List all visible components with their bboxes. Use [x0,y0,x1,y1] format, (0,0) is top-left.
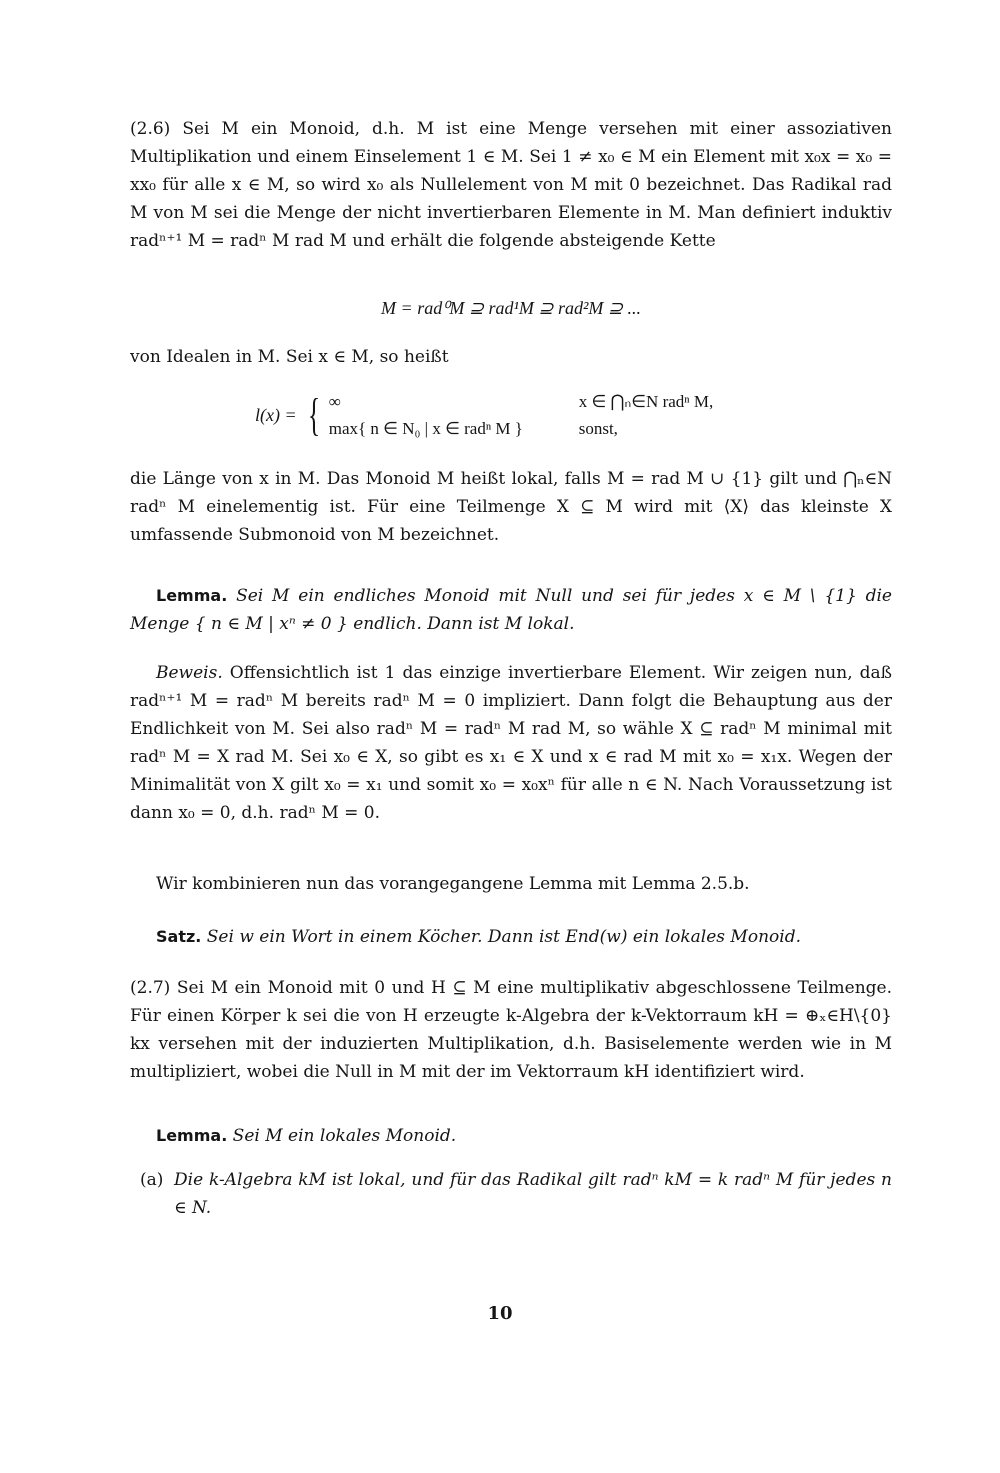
lemma-2 [130,1122,892,1150]
lemma-1 [130,582,892,638]
satz-statement: Sei w ein Wort in einem Köcher. Dann ist End(w) ein lokales Monoid. [206,927,801,947]
ideals-sentence: von Idealen in M. Sei x ∈ M, so heißt [130,347,449,367]
section-2-7-paragraph: (2.7) Sei M ein Monoid mit 0 und H ⊆ M eine multiplikativ abgeschlossene Teilmenge. Für einen Körper k sei die von H erzeugte k-Algebra der k-Vektorraum kH = ⊕ₓ∈H\{0} kx versehen mit der induzierten Multiplikation, d.h. Basiselemente werden wie in M multipliziert, wobei die Null in M mit der im Vektorraum kH identifiziert wird. [130,978,892,1082]
length-definition [255,388,713,442]
combine-sentence: Wir kombinieren nun das vorangegangene Lemma mit Lemma 2.5.b. [156,874,750,894]
lemma-1-statement: Sei M ein endliches Monoid mit Null und sei für jedes x ∈ M \ {1} die Menge { n ∈ M | xⁿ ≠ 0 } endlich. Dann ist M lokal. [130,586,892,634]
case1-value: ∞ [328,392,341,411]
proof-1-label: Beweis. [156,663,223,683]
case2-value: max{ n ∈ N₀ | x ∈ radⁿ M } [328,419,523,438]
local-monoid-definition: die Länge von x in M. Das Monoid M heißt lokal, falls M = rad M ∪ {1} gilt und ⋂ₙ∈N radⁿ M einelementig ist. Für eine Teilmenge X ⊆ M wird mit ⟨X⟩ das kleinste X umfassende Submonoid von M bezeichnet. [130,469,892,545]
satz [130,923,892,951]
lemma-2-item-a [140,1166,892,1222]
lemma-2-statement: Sei M ein lokales Monoid. [232,1126,457,1146]
page-number: 10 [487,1303,513,1324]
proof-1 [130,659,892,827]
length-lhs: l(x) = [255,404,297,425]
cases-brace-icon: { [307,389,320,440]
satz-label: Satz. [156,927,202,946]
item-a-label: (a) [140,1170,164,1190]
case1-condition: x ∈ ⋂ₙ∈N radⁿ M, [578,392,714,411]
section-2-6-paragraph: (2.6) Sei M ein Monoid, d.h. M ist eine Menge versehen mit einer assoziativen Multiplikation und einem Einselement 1 ∈ M. Sei 1 ≠ x₀ ∈ M ein Element mit x₀x = x₀ = xx₀ für alle x ∈ M, so wird x₀ als Nullelement von M mit 0 bezeichnet. Das Radikal rad M von M sei die Menge der nicht invertierbaren Elemente in M. Man definiert induktiv radⁿ⁺¹ M = radⁿ M rad M und erhält die folgende absteigende Kette [130,119,892,251]
item-a-text: Die k-Algebra kM ist lokal, und für das Radikal gilt radⁿ kM = k radⁿ M für jedes n ∈ N. [174,1170,892,1218]
lemma-2-label: Lemma. [156,1126,228,1145]
radical-chain-formula: M = rad⁰M ⊇ rad¹M ⊇ rad²M ⊇ ... [381,298,641,318]
proof-1-text: Offensichtlich ist 1 das einzige invertierbare Element. Wir zeigen nun, daß radⁿ⁺¹ M = radⁿ M bereits radⁿ M = 0 impliziert. Dann folgt die Behauptung aus der Endlichkeit von M. Sei also radⁿ M = radⁿ M rad M, so wähle X ⊆ radⁿ M minimal mit radⁿ M = X rad M. Sei x₀ ∈ X, so gibt es x₁ ∈ X und x ∈ rad M mit x₀ = x₁x. Wegen der Minimalität von X gilt x₀ = x₁ und somit x₀ = x₀xⁿ für alle n ∈ N. Nach Voraussetzung ist dann x₀ = 0, d.h. radⁿ M = 0. [130,663,892,823]
case2-condition: sonst, [578,419,618,438]
lemma-1-label: Lemma. [156,586,228,605]
